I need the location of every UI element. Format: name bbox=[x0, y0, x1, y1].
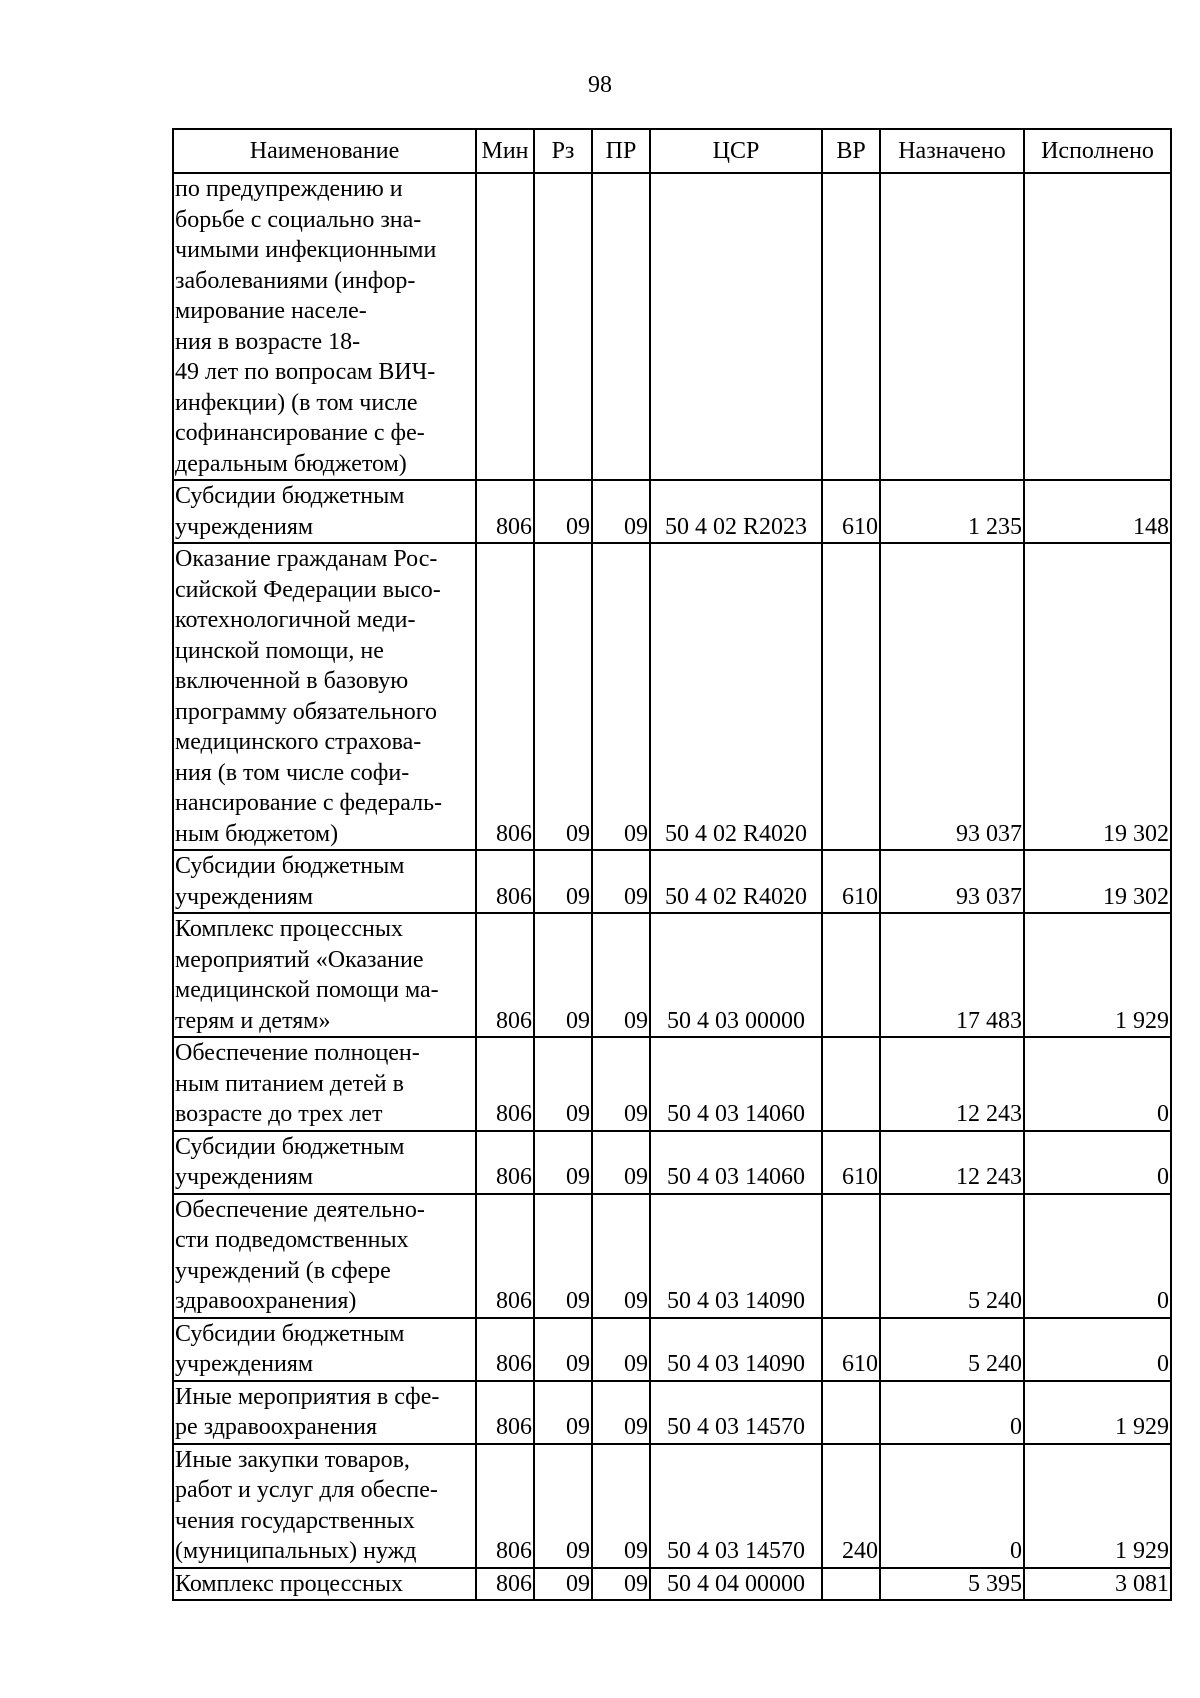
executed-cell: 19 302 bbox=[1024, 543, 1171, 850]
rz-cell: 09 bbox=[534, 1037, 592, 1131]
table-row bbox=[173, 1131, 1171, 1194]
name-cell bbox=[173, 1444, 476, 1568]
name-line: программу обязательного bbox=[175, 698, 438, 725]
table-row bbox=[173, 850, 1171, 913]
name-line: Субсидии бюджетным bbox=[175, 483, 405, 509]
pr-cell bbox=[592, 173, 650, 480]
rz-cell: 09 bbox=[534, 1381, 592, 1444]
min-cell: 806 bbox=[476, 1194, 534, 1318]
vr-cell bbox=[822, 1568, 880, 1601]
header-pr: ПР bbox=[592, 129, 650, 173]
executed-cell: 1 929 bbox=[1024, 1444, 1171, 1568]
min-cell: 806 bbox=[476, 1568, 534, 1601]
name-line: чимыми инфекционными bbox=[175, 237, 437, 263]
vr-cell bbox=[822, 173, 880, 480]
name-line: 49 лет по вопросам ВИЧ- bbox=[175, 359, 436, 385]
pr-cell: 09 bbox=[592, 913, 650, 1037]
name-line: учреждениям bbox=[175, 883, 314, 910]
pr-cell: 09 bbox=[592, 850, 650, 913]
min-cell: 806 bbox=[476, 913, 534, 1037]
name-line: Субсидии бюджетным bbox=[175, 853, 405, 879]
csr-cell: 50 4 02 R4020 bbox=[650, 543, 822, 850]
header-name: Наименование bbox=[173, 129, 476, 173]
assigned-cell: 5 240 bbox=[880, 1194, 1024, 1318]
pr-cell: 09 bbox=[592, 1444, 650, 1568]
rz-cell: 09 bbox=[534, 1194, 592, 1318]
name-line: ным бюджетом) bbox=[175, 820, 339, 847]
vr-cell bbox=[822, 1194, 880, 1318]
csr-cell: 50 4 03 00000 bbox=[650, 913, 822, 1037]
min-cell: 806 bbox=[476, 543, 534, 850]
assigned-cell: 93 037 bbox=[880, 850, 1024, 913]
name-line: Обеспечение деятельно- bbox=[175, 1196, 425, 1223]
assigned-cell: 0 bbox=[880, 1444, 1024, 1568]
executed-cell: 0 bbox=[1024, 1318, 1171, 1381]
name-line: инфекции) (в том числе bbox=[175, 389, 418, 416]
name-line: Оказание гражданам Рос- bbox=[175, 546, 438, 572]
table-header-row bbox=[173, 129, 1171, 173]
min-cell: 806 bbox=[476, 480, 534, 543]
name-line: чения государственных bbox=[175, 1507, 415, 1534]
pr-cell: 09 bbox=[592, 1131, 650, 1194]
budget-table bbox=[172, 128, 1172, 1601]
name-line: Комплекс процессных bbox=[175, 1570, 403, 1597]
name-line: ния (в том числе софи- bbox=[175, 759, 410, 786]
table-row bbox=[173, 1381, 1171, 1444]
table-row bbox=[173, 543, 1171, 850]
name-line: работ и услуг для обеспе- bbox=[175, 1477, 438, 1503]
assigned-cell: 5 395 bbox=[880, 1568, 1024, 1601]
name-line: мирование населе- bbox=[175, 298, 367, 324]
name-line: котехнологичной меди- bbox=[175, 607, 416, 633]
csr-cell: 50 4 03 14090 bbox=[650, 1318, 822, 1381]
name-line: нансирование с федераль- bbox=[175, 790, 443, 816]
name-line: учреждениям bbox=[175, 1164, 314, 1190]
executed-cell: 0 bbox=[1024, 1131, 1171, 1194]
assigned-cell bbox=[880, 173, 1024, 480]
csr-cell: 50 4 03 14060 bbox=[650, 1131, 822, 1194]
name-line: цинской помощи, не bbox=[175, 637, 384, 664]
page-number: 98 bbox=[588, 72, 612, 98]
rz-cell: 09 bbox=[534, 1318, 592, 1381]
name-line: включенной в базовую bbox=[175, 668, 409, 694]
min-cell: 806 bbox=[476, 1444, 534, 1568]
csr-cell bbox=[650, 173, 822, 480]
assigned-cell: 0 bbox=[880, 1381, 1024, 1444]
name-line: деральным бюджетом) bbox=[175, 450, 407, 477]
name-cell bbox=[173, 1194, 476, 1318]
csr-cell: 50 4 04 00000 bbox=[650, 1568, 822, 1601]
executed-cell: 3 081 bbox=[1024, 1568, 1171, 1601]
min-cell: 806 bbox=[476, 1381, 534, 1444]
assigned-cell: 17 483 bbox=[880, 913, 1024, 1037]
vr-cell bbox=[822, 1381, 880, 1444]
header-executed: Исполнено bbox=[1024, 129, 1171, 173]
executed-cell: 0 bbox=[1024, 1037, 1171, 1131]
csr-cell: 50 4 03 14090 bbox=[650, 1194, 822, 1318]
name-line: софинансирование с фе- bbox=[175, 420, 425, 446]
name-line: здравоохранения) bbox=[175, 1288, 357, 1314]
name-cell bbox=[173, 543, 476, 850]
pr-cell: 09 bbox=[592, 1568, 650, 1601]
name-line: Субсидии бюджетным bbox=[175, 1133, 405, 1160]
name-line: ре здравоохранения bbox=[175, 1414, 378, 1440]
name-line: Обеспечение полноцен- bbox=[175, 1040, 420, 1066]
assigned-cell: 12 243 bbox=[880, 1037, 1024, 1131]
name-line: медицинской помощи ма- bbox=[175, 977, 439, 1003]
name-cell bbox=[173, 1381, 476, 1444]
pr-cell: 09 bbox=[592, 543, 650, 850]
name-line: учреждениям bbox=[175, 513, 314, 540]
name-line: возрасте до трех лет bbox=[175, 1101, 383, 1127]
name-line: Комплекс процессных bbox=[175, 916, 403, 942]
min-cell: 806 bbox=[476, 1131, 534, 1194]
table-row bbox=[173, 1194, 1171, 1318]
vr-cell bbox=[822, 1037, 880, 1131]
name-line: сийской Федерации высо- bbox=[175, 576, 441, 603]
vr-cell: 610 bbox=[822, 1318, 880, 1381]
assigned-cell: 12 243 bbox=[880, 1131, 1024, 1194]
header-min: Мин bbox=[476, 129, 534, 173]
executed-cell bbox=[1024, 173, 1171, 480]
name-cell bbox=[173, 1318, 476, 1381]
rz-cell: 09 bbox=[534, 913, 592, 1037]
name-cell bbox=[173, 480, 476, 543]
name-line: сти подведомственных bbox=[175, 1227, 409, 1253]
vr-cell: 610 bbox=[822, 850, 880, 913]
assigned-cell: 5 240 bbox=[880, 1318, 1024, 1381]
name-line: заболеваниями (инфор- bbox=[175, 267, 416, 294]
table-row bbox=[173, 1568, 1171, 1601]
executed-cell: 0 bbox=[1024, 1194, 1171, 1318]
name-line: ния в возрасте 18- bbox=[175, 328, 361, 355]
name-cell bbox=[173, 173, 476, 480]
name-line: учреждениям bbox=[175, 1351, 314, 1377]
min-cell: 806 bbox=[476, 1318, 534, 1381]
executed-cell: 1 929 bbox=[1024, 913, 1171, 1037]
min-cell: 806 bbox=[476, 850, 534, 913]
name-cell bbox=[173, 1568, 476, 1601]
csr-cell: 50 4 02 R2023 bbox=[650, 480, 822, 543]
name-line: учреждений (в сфере bbox=[175, 1257, 391, 1284]
executed-cell: 19 302 bbox=[1024, 850, 1171, 913]
name-line: медицинского страхова- bbox=[175, 729, 422, 755]
csr-cell: 50 4 03 14570 bbox=[650, 1444, 822, 1568]
vr-cell: 240 bbox=[822, 1444, 880, 1568]
header-assigned: Назначено bbox=[880, 129, 1024, 173]
rz-cell: 09 bbox=[534, 850, 592, 913]
rz-cell: 09 bbox=[534, 1568, 592, 1601]
name-line: Иные закупки товаров, bbox=[175, 1446, 410, 1473]
header-csr: ЦСР bbox=[650, 129, 822, 173]
table-row bbox=[173, 173, 1171, 480]
rz-cell: 09 bbox=[534, 1444, 592, 1568]
rz-cell: 09 bbox=[534, 480, 592, 543]
name-line: по предупреждению и bbox=[175, 176, 403, 202]
table-row bbox=[173, 1444, 1171, 1568]
table-row bbox=[173, 1318, 1171, 1381]
name-line: борьбе с социально зна- bbox=[175, 206, 422, 233]
name-line: Иные мероприятия в сфе- bbox=[175, 1383, 440, 1410]
min-cell bbox=[476, 173, 534, 480]
csr-cell: 50 4 02 R4020 bbox=[650, 850, 822, 913]
header-rz: Рз bbox=[534, 129, 592, 173]
rz-cell bbox=[534, 173, 592, 480]
min-cell: 806 bbox=[476, 1037, 534, 1131]
csr-cell: 50 4 03 14060 bbox=[650, 1037, 822, 1131]
name-cell bbox=[173, 850, 476, 913]
assigned-cell: 93 037 bbox=[880, 543, 1024, 850]
table-row bbox=[173, 480, 1171, 543]
vr-cell bbox=[822, 913, 880, 1037]
name-cell bbox=[173, 1131, 476, 1194]
vr-cell: 610 bbox=[822, 1131, 880, 1194]
pr-cell: 09 bbox=[592, 480, 650, 543]
pr-cell: 09 bbox=[592, 1318, 650, 1381]
name-line: Субсидии бюджетным bbox=[175, 1320, 405, 1347]
rz-cell: 09 bbox=[534, 1131, 592, 1194]
pr-cell: 09 bbox=[592, 1381, 650, 1444]
table-row bbox=[173, 913, 1171, 1037]
table-body bbox=[173, 173, 1171, 1600]
csr-cell: 50 4 03 14570 bbox=[650, 1381, 822, 1444]
header-vr: ВР bbox=[822, 129, 880, 173]
name-cell bbox=[173, 913, 476, 1037]
vr-cell: 610 bbox=[822, 480, 880, 543]
name-line: мероприятий «Оказание bbox=[175, 946, 424, 973]
vr-cell bbox=[822, 543, 880, 850]
name-line: терям и детям» bbox=[175, 1007, 331, 1034]
name-cell bbox=[173, 1037, 476, 1131]
pr-cell: 09 bbox=[592, 1037, 650, 1131]
table-row bbox=[173, 1037, 1171, 1131]
pr-cell: 09 bbox=[592, 1194, 650, 1318]
rz-cell: 09 bbox=[534, 543, 592, 850]
executed-cell: 1 929 bbox=[1024, 1381, 1171, 1444]
name-line: ным питанием детей в bbox=[175, 1070, 404, 1097]
executed-cell: 148 bbox=[1024, 480, 1171, 543]
name-line: (муниципальных) нужд bbox=[175, 1538, 417, 1564]
assigned-cell: 1 235 bbox=[880, 480, 1024, 543]
